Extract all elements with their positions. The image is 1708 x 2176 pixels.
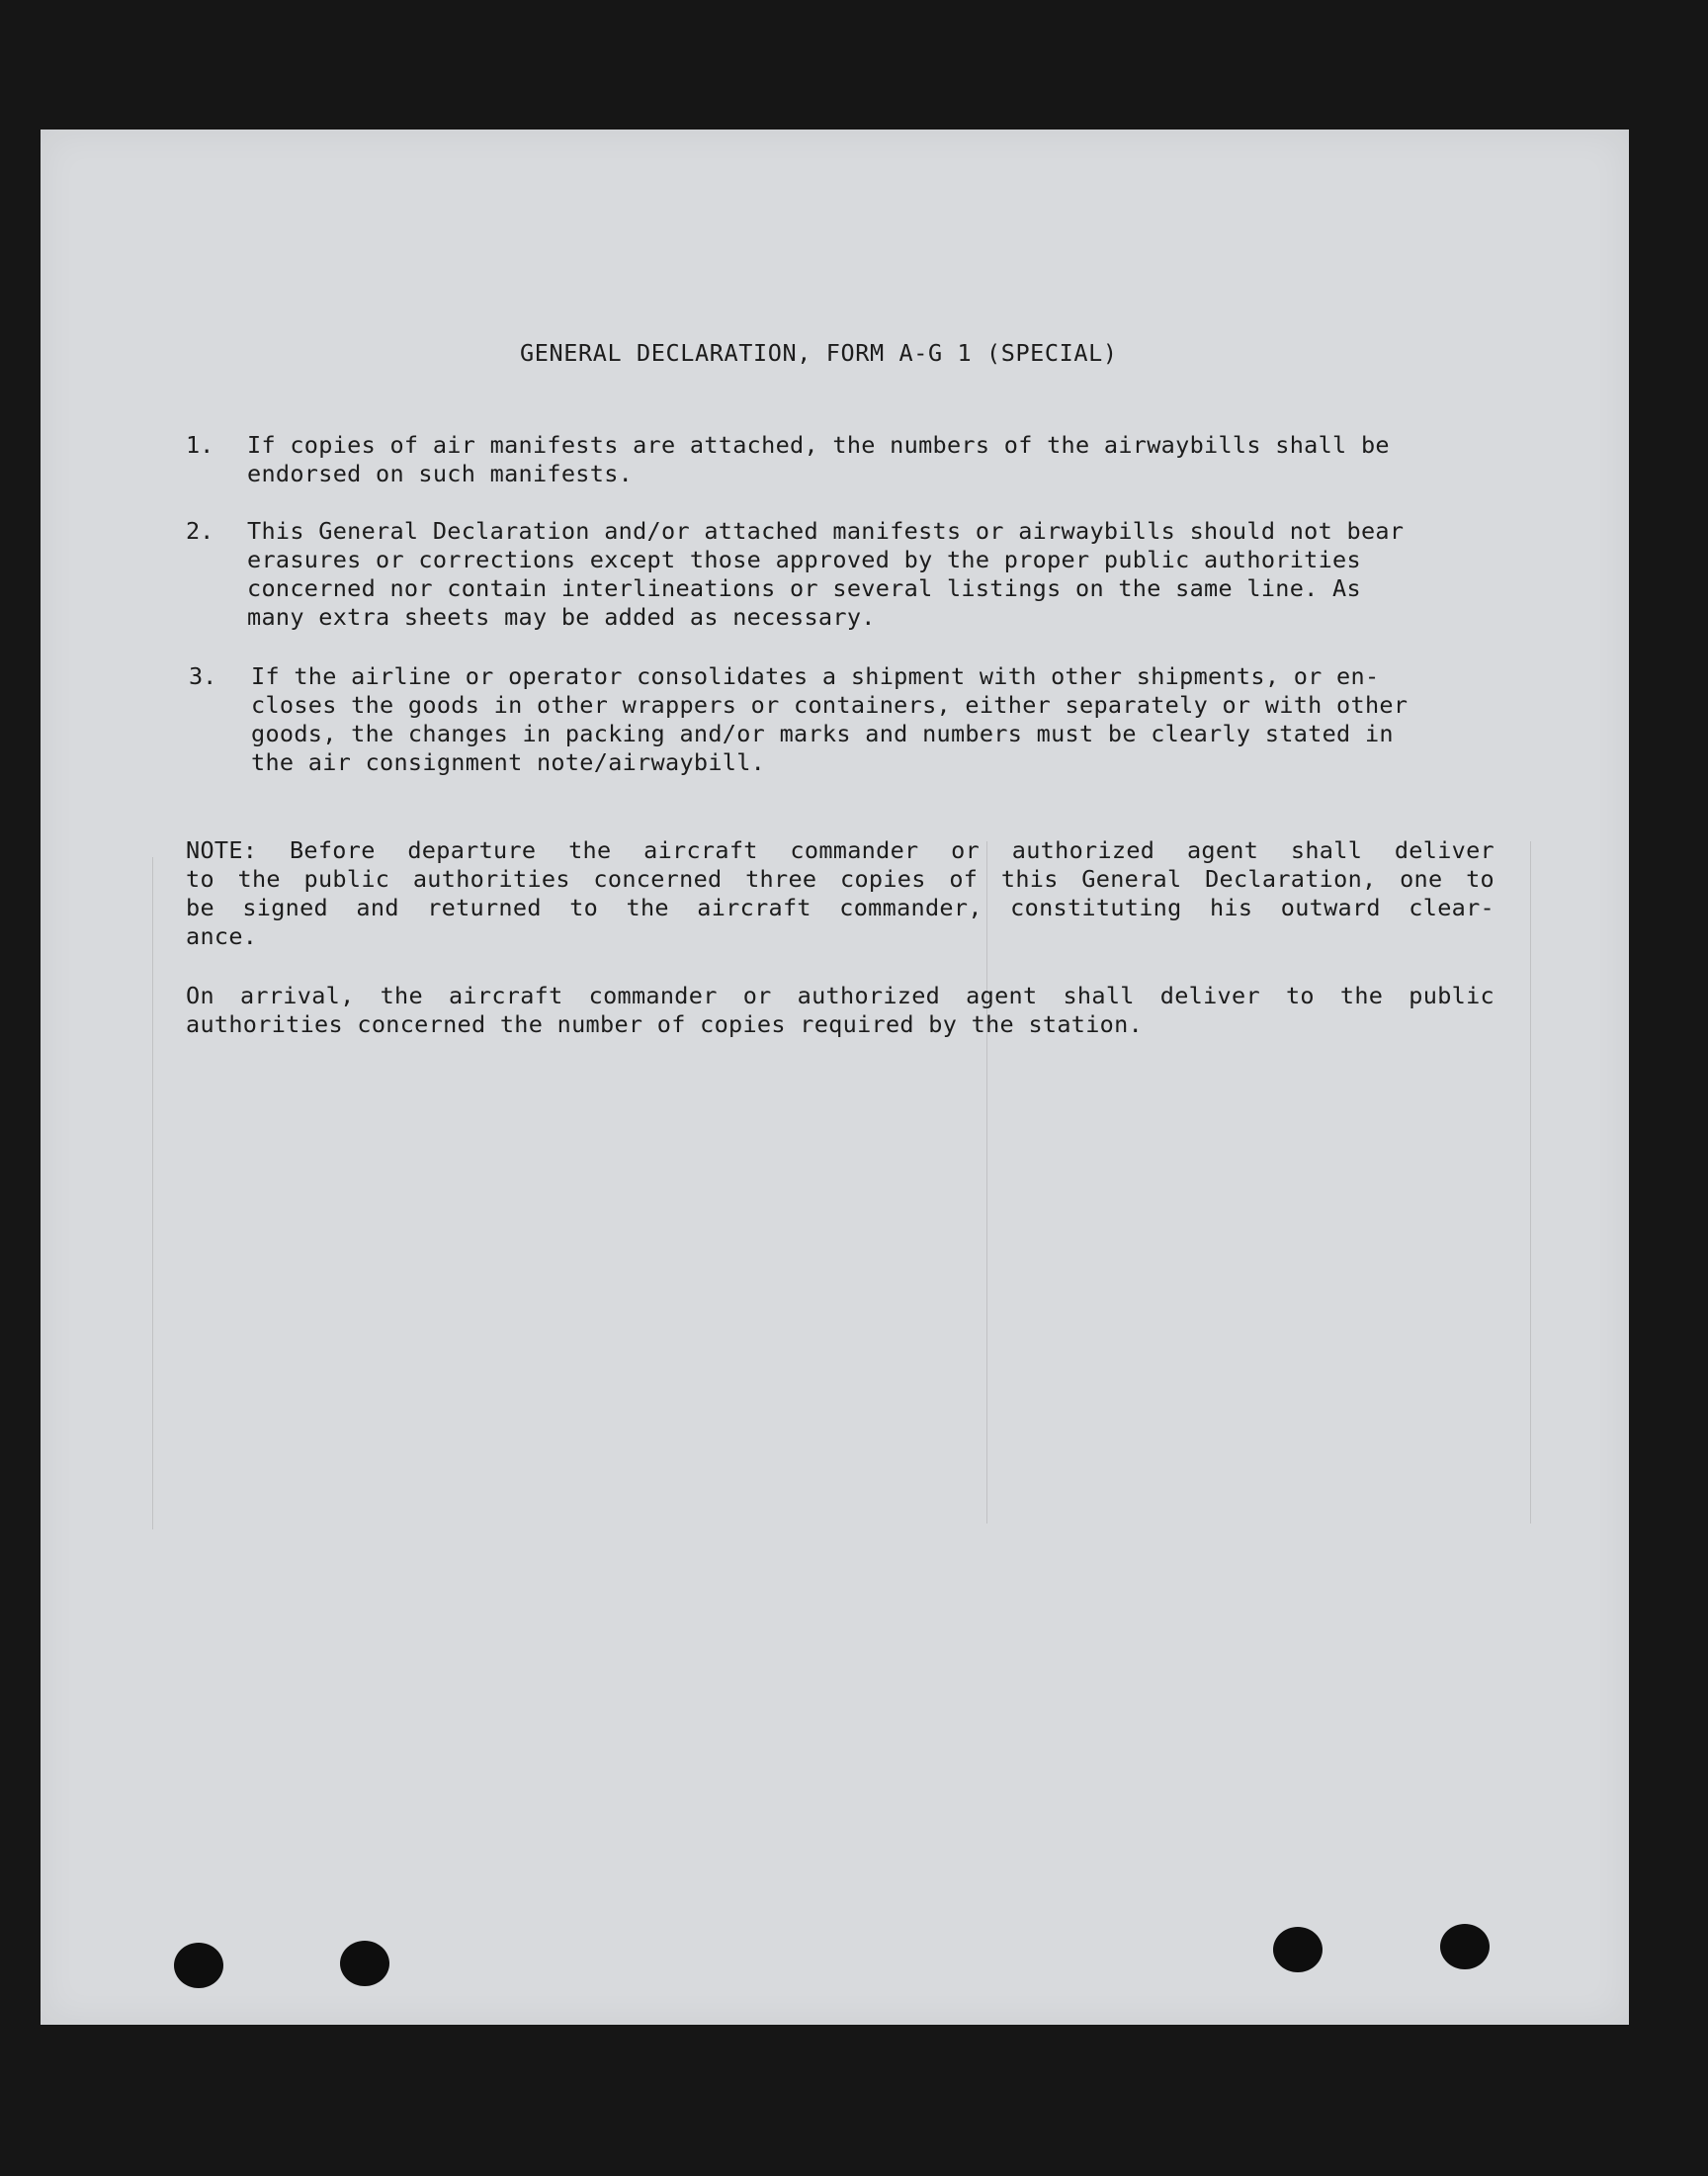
item-2-line: many extra sheets may be added as necessary. (247, 603, 876, 631)
document-title: GENERAL DECLARATION, FORM A-G 1 (SPECIAL) (520, 339, 1118, 367)
item-1-line: If copies of air manifests are attached, the numbers of the airwaybills shall be (247, 431, 1390, 459)
bleed-through-rule (1530, 841, 1531, 1523)
item-3-line: goods, the changes in packing and/or marks and numbers must be clearly stated in (251, 720, 1394, 747)
arrival-line: On arrival, the aircraft commander or authorized agent shall deliver to the public (186, 982, 1494, 1009)
document-page (41, 130, 1629, 2025)
item-3-text (251, 662, 1500, 777)
arrival-line: authorities concerned the number of copies required by the station. (186, 1010, 1144, 1038)
item-3-line: If the airline or operator consolidates a shipment with other shipments, or en- (251, 662, 1380, 690)
punch-hole (1273, 1927, 1323, 1972)
note-paragraph (186, 836, 1494, 951)
bleed-through-rule (152, 857, 153, 1529)
item-2-text (247, 517, 1496, 632)
punch-hole (340, 1941, 389, 1986)
item-1-line: endorsed on such manifests. (247, 460, 634, 487)
item-1-text (247, 431, 1496, 488)
arrival-paragraph (186, 982, 1494, 1039)
item-3-line: the air consignment note/airwaybill. (251, 748, 766, 776)
punch-hole (1440, 1924, 1490, 1969)
note-line: be signed and returned to the aircraft commander, constituting his outward clear- (186, 894, 1494, 921)
item-2-line: erasures or corrections except those approved by the proper public authorities (247, 546, 1361, 573)
item-2-number: 2. (186, 517, 214, 545)
item-3-number: 3. (189, 662, 217, 690)
item-2-line: This General Declaration and/or attached manifests or airwaybills should not bear (247, 517, 1405, 545)
item-2-line: concerned nor contain interlineations or several listings on the same line. As (247, 574, 1361, 602)
note-line: ance. (186, 922, 258, 950)
punch-hole (174, 1943, 223, 1988)
item-3-line: closes the goods in other wrappers or containers, either separately or with other (251, 691, 1409, 719)
note-line: to the public authorities concerned three copies of this General Declaration, one to (186, 865, 1494, 893)
note-line: NOTE: Before departure the aircraft commander or authorized agent shall deliver (186, 836, 1494, 864)
item-1-number: 1. (186, 431, 214, 459)
